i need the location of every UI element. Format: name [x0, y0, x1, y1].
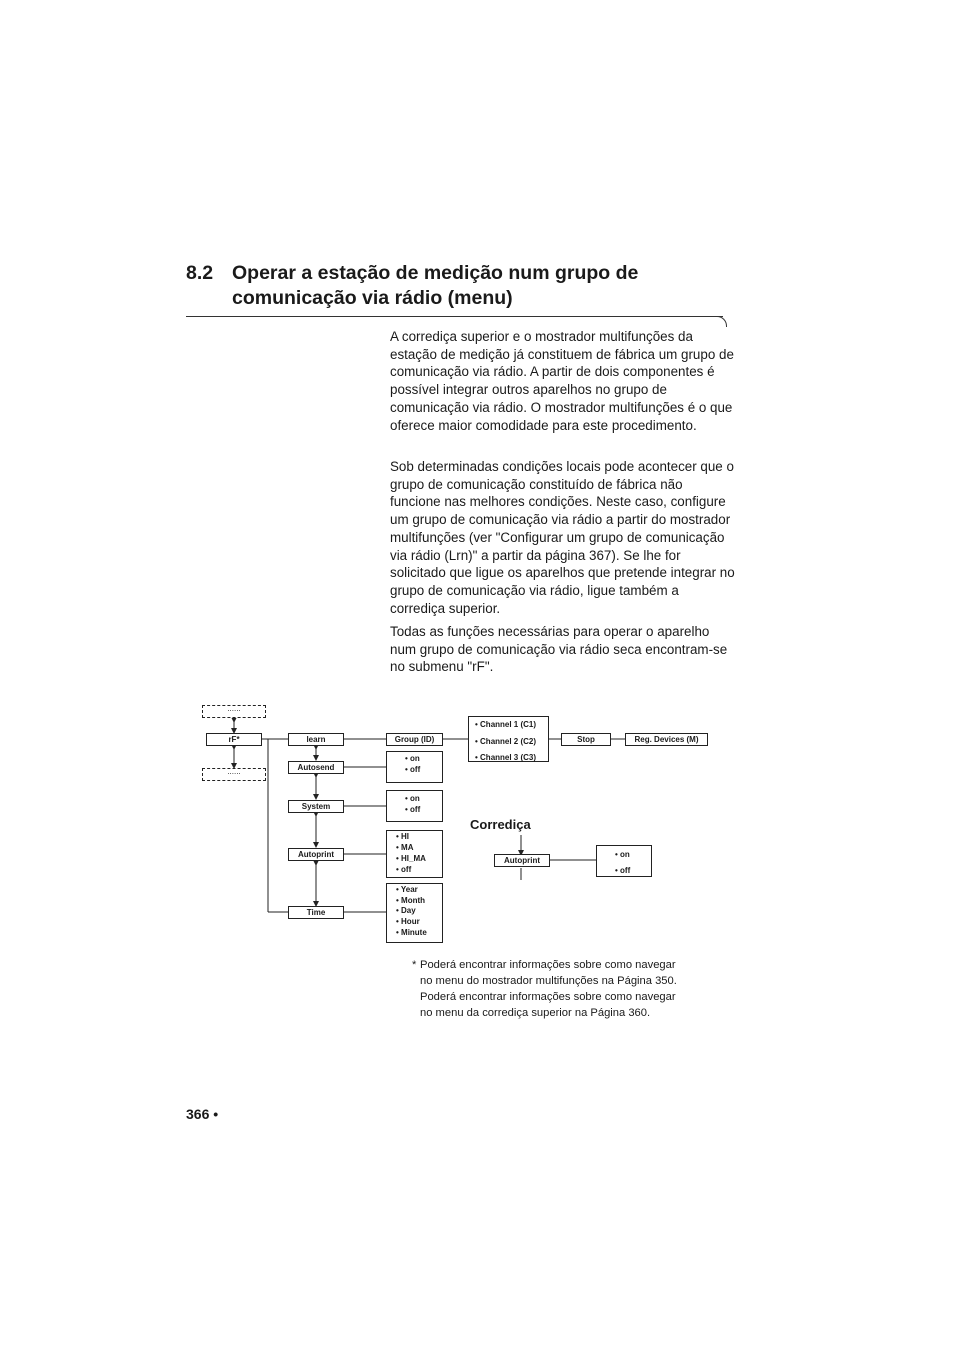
- option-item: • Year: [396, 885, 418, 894]
- footnote-line: Poderá encontrar informações sobre como navegar: [420, 959, 676, 971]
- footnote-line: no menu do mostrador multifunções na Página 350.: [420, 975, 677, 987]
- page-number: 366 •: [186, 1106, 219, 1122]
- autosend-options-box: [386, 751, 443, 783]
- option-item: • Month: [396, 895, 426, 905]
- corredica-title: Corrediça: [470, 817, 531, 832]
- menu-item-learn: learn: [288, 733, 344, 746]
- section-number: 8.2: [186, 262, 214, 284]
- menu-ellipsis-top: ......: [202, 705, 266, 718]
- option-item: • Day: [396, 906, 416, 916]
- corredica-autoprint-box: Autoprint: [494, 854, 550, 867]
- menu-item-time: Time: [288, 906, 344, 919]
- option-item: • on: [405, 794, 420, 803]
- option-item: • on: [405, 754, 420, 763]
- group-id-box: Group (ID): [386, 733, 443, 746]
- option-item: • HI_MA: [396, 854, 426, 863]
- footnote-line: Poderá encontrar informações sobre como navegar: [420, 991, 676, 1003]
- footnote-line: no menu da corrediça superior na Página 360.: [420, 1007, 651, 1019]
- stop-box: Stop: [561, 733, 611, 746]
- channel-option: • Channel 3 (C3): [475, 753, 537, 762]
- paragraph-submenu: Todas as funções necessárias para operar o aparelho num grupo de comunicação via rádio seca encontram-se no submenu "rF".: [390, 624, 728, 675]
- section-title-line2: comunicação via rádio (menu): [232, 287, 513, 309]
- option-item: • Minute: [396, 927, 427, 937]
- paragraph-conditions: Sob determinadas condições locais pode acontecer que o grupo de comunicação constituído de fábrica não funcione nas melhores condições. Neste caso, configure um grupo de comunicação via rádio a partir do mostrador multifunções (ver "Configurar um grupo de comunicação via rádio (Lrn)" a partir da página 367). Se lhe for solicitado que ligue os aparelhos que pretende integrar no grupo de comunicação via rádio, ligue também a corrediça superior.: [390, 459, 735, 616]
- option-item: • off: [405, 764, 421, 774]
- channel-option: • Channel 2 (C2): [475, 736, 537, 746]
- option-item: • on: [615, 850, 630, 859]
- option-item: • Hour: [396, 917, 420, 927]
- time-options-box: [386, 883, 443, 943]
- section-title-line1: Operar a estação de medição num grupo de: [232, 262, 639, 284]
- option-item: • HI: [396, 832, 410, 841]
- menu-item-system: System: [288, 800, 344, 813]
- corredica-options-box: [596, 845, 652, 877]
- option-item: • off: [615, 866, 631, 875]
- option-item: • off: [405, 804, 421, 814]
- channel-list-box: [468, 716, 549, 762]
- menu-item-autosend: Autosend: [288, 761, 344, 774]
- system-options-box: [386, 790, 443, 822]
- option-item: • MA: [396, 843, 414, 852]
- reg-devices-box: Reg. Devices (M): [625, 733, 708, 746]
- menu-item-autoprint: Autoprint: [288, 848, 344, 861]
- paragraph-intro: A corrediça superior e o mostrador multifunções da estação de medição já constituem de fábrica um grupo de comunicação via rádio. A partir de dois componentes é possível integrar outros aparelhos no grupo de comunicação via rádio. O mostrador multifunções é o que oferece maior comodidade para este procedimento.: [390, 329, 734, 433]
- menu-rf-box: rF*: [206, 733, 262, 746]
- autoprint-options-box: [386, 830, 443, 878]
- option-item: • off: [396, 865, 412, 874]
- menu-ellipsis-bottom: ......: [202, 768, 266, 781]
- channel-option: • Channel 1 (C1): [475, 720, 537, 729]
- footnote-marker: *: [412, 959, 417, 971]
